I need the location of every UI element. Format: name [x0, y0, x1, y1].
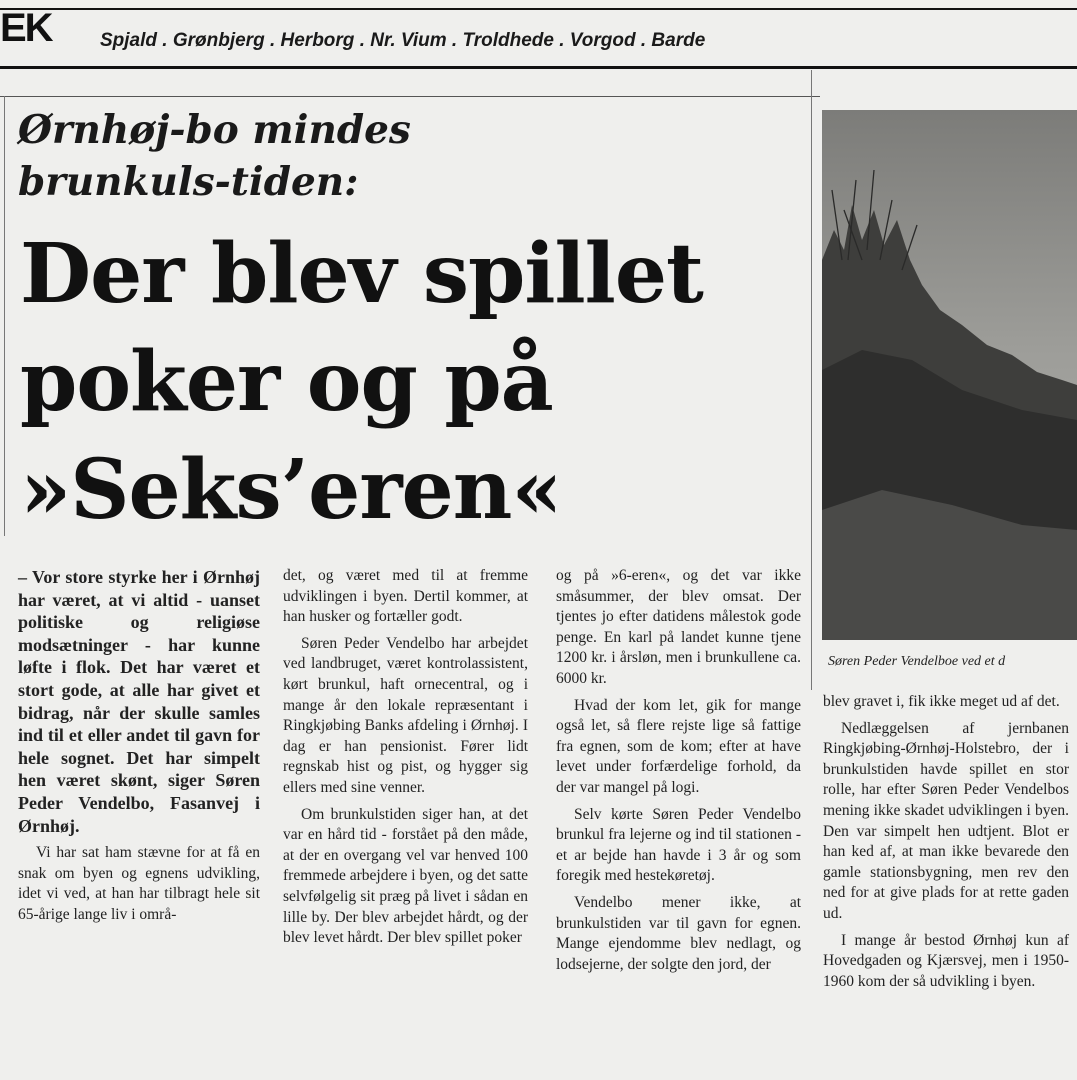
article-lead: – Vor store styrke her i Ørnhøj har været, at vi altid - uanset politiske og religiøse modsætninger - har kunne løfte i flok. Det har været et stort gode, at alle har givet et bidrag, når der skulle samles ind til et eller andet til gavn for hele sognet. Det har simpelt hen været skønt, siger Søren Peder Vendelbo, Fasanvej i Ørnhøj. [18, 567, 260, 836]
article-paragraph: Hvad der kom let, gik for mange også let, så flere rejste lige så fattige fra egnen, som de kom; efter at have levet under forfærdelige forhold, da der var mangel på logi. [556, 696, 801, 796]
article-top-rule [0, 96, 820, 97]
article-paragraph: Vendelbo mener ikke, at brunkulstiden var til gavn for egnen. Mange ejendomme blev nedlagt, og lodsejerne, der solgte den jord, der [556, 893, 801, 973]
column-divider [811, 70, 812, 690]
headline-line-1: Der blev spillet [20, 226, 703, 322]
article-paragraph: Om brunkulstiden siger han, at det var en hård tid - forstået på den måde, at der en overgang vel var henved 100 fremmede arbejdere i byen, og det satte selvfølgelig sit præg på livet i sådan en lille by. Der blev arbejdet hårdt, og der blev levet hårdt. Der blev spillet poker [283, 805, 528, 947]
masthead-top-rule [0, 8, 1077, 10]
article-column-3 [556, 566, 801, 981]
headline-line-2: poker og på [20, 334, 553, 430]
article-paragraph: det, og været med til at fremme udviklingen i byen. Dertil kommer, at han husker og fortæller godt. [283, 567, 528, 626]
article-headline [20, 220, 810, 544]
article-kicker: Ørnhøj-bo mindes brunkuls-tiden: [18, 107, 411, 205]
article-paragraph: og på »6-eren«, og det var ikke småsummer, der blev omsat. Der tjentes jo efter datidens målestok gode penge. En karl på landet kunne tjene 1200 kr. i årsløn, men i brunkullene ca. 6000 kr. [556, 567, 801, 687]
article-paragraph: Søren Peder Vendelbo har arbejdet ved landbruget, været kontrolassistent, kørt brunkul, haft ornecentral, og i mange år den lokale repræsentant i Ringkjøbing Banks afdeling i Ørnhøj. I dag er han pensionist. Fører lidt regnskab hist og pist, og hygger sig ellers med sine venner. [283, 634, 528, 796]
photo-caption: Søren Peder Vendelboe ved et d [828, 654, 1006, 669]
article-paragraph: I mange år bestod Ørnhøj kun af Hovedgaden og Kjærsvej, men i 1950-1960 kom der så udvikling i byen. [823, 931, 1069, 990]
article-column-1 [18, 566, 260, 932]
left-margin-rule [4, 96, 5, 536]
article-column-4 [823, 692, 1069, 998]
photo-image [822, 110, 1077, 640]
masthead-bottom-rule [0, 66, 1077, 69]
masthead-towns: Spjald . Grønbjerg . Herborg . Nr. Vium . Troldhede . Vorgod . Barde [100, 30, 706, 51]
headline-line-3: »Seks’eren« [20, 442, 562, 538]
article-paragraph: blev gravet i, fik ikke meget ud af det. [823, 693, 1060, 710]
article-column-2 [283, 566, 528, 955]
article-paragraph: Nedlæggelsen af jernbanen Ringkjøbing-Ørnhøj-Holstebro, der i brunkulstiden havde spillet en stor rolle, har efter Søren Peder Vendelbos mening ikke skadet udviklingen i byen. Den var simpelt hen udtjent. Blot er han ked af, at man ikke bevarede den gamle stationsbygning, men rev den ned for at give plads for at rette gaden ud. [823, 719, 1069, 922]
article-paragraph: Selv kørte Søren Peder Vendelbo brunkul fra lejerne og ind til stationen - et ar bejde han havde i 3 år og som foregik med hestekøretøj. [556, 805, 801, 885]
article-photo [822, 110, 1077, 640]
article-paragraph: Vi har sat ham stævne for at få en snak om byen og egnens udvikling, idet vi ved, at han har tilbragt hele sit 65-årige lange liv i områ- [18, 844, 260, 923]
newspaper-logo: EK [0, 6, 52, 50]
